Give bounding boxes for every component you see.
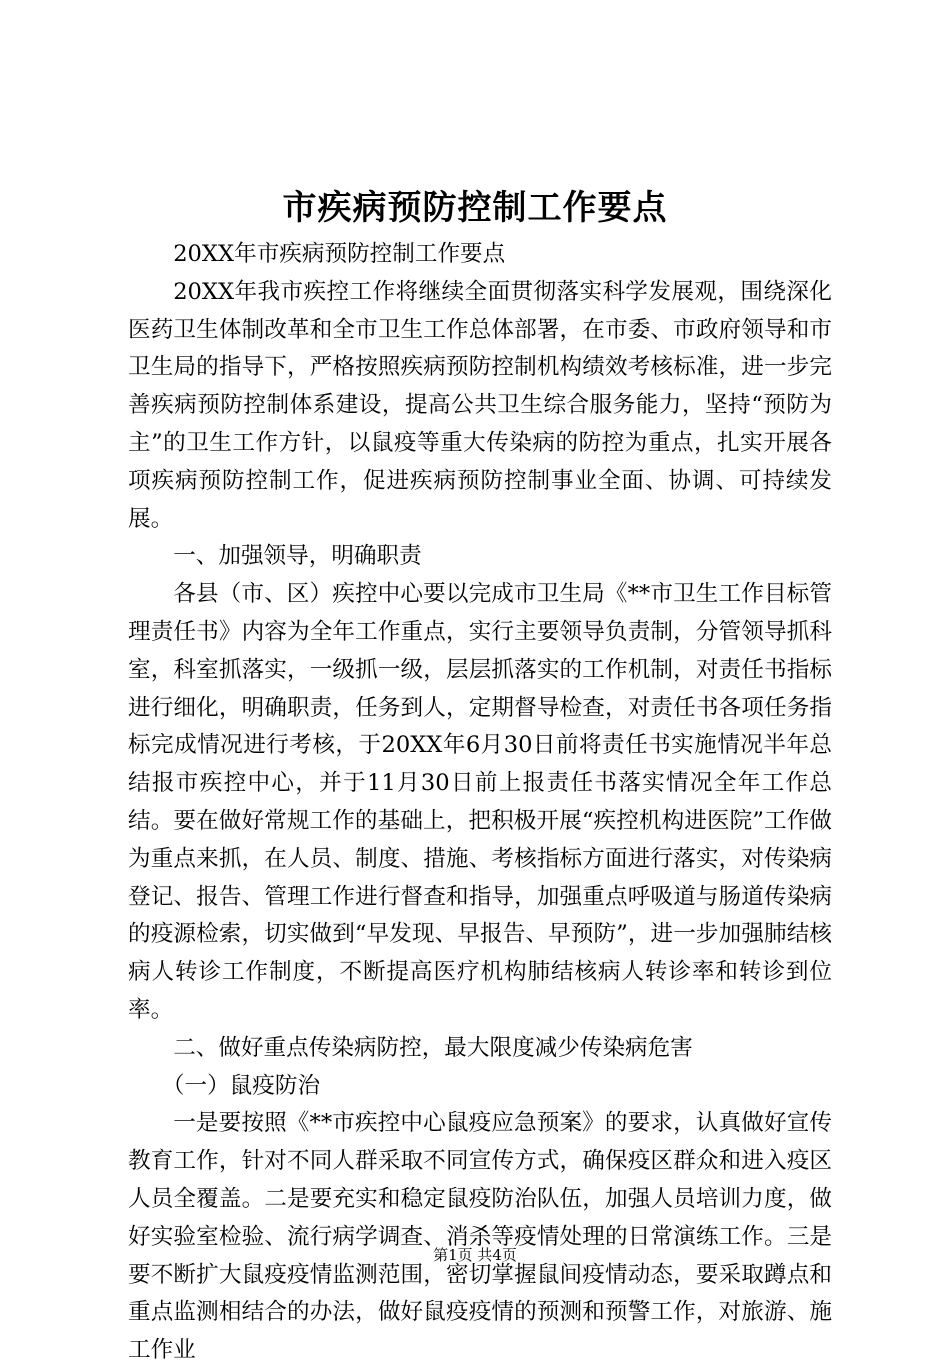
page-footer: 第1页 共4页 bbox=[433, 1246, 517, 1264]
document-title: 市疾病预防控制工作要点 bbox=[282, 188, 668, 228]
paragraph-plague: 一是要按照《**市疾控中心鼠疫应急预案》的要求，认真做好宣传教育工作，针对不同人群采取不同宣传方式，确保疫区群众和进入疫区人员全覆盖。二是要充实和稳定鼠疫防治队伍，加强人员培训力度，做好实验室检验、流行病学调查、消杀等疫情处理的日常演练工作。三是要不断扩大鼠疫疫情监测范围，密切掌握鼠间疫情动态，要采取蹲点和重点监测相结合的办法，做好鼠疫疫情的预测和预警工作，对旅游、施工作业 bbox=[128, 1110, 832, 1364]
paragraph-subtitle: 20XX年市疾病预防控制工作要点 bbox=[173, 241, 506, 267]
subsection-heading-1: （一）鼠疫防治 bbox=[161, 1072, 321, 1099]
document-body bbox=[128, 236, 832, 1370]
section-heading-2: 二、做好重点传染病防控，最大限度减少传染病危害 bbox=[173, 1034, 693, 1061]
paragraph-section-1: 各县（市、区）疾控中心要以完成市卫生局《**市卫生工作目标管理责任书》内容为全年工作重点，实行主要领导负责制，分管领导抓科室，科室抓落实，一级抓一级，层层抓落实的工作机制，对责任书指标进行细化，明确职责，任务到人，定期督导检查，对责任书各项任务指标完成情况进行考核，于20XX年6月30日前将责任书实施情况半年总结报市疾控中心，并于11月30日前上报责任书落实情况全年工作总结。要在做好常规工作的基础上，把积极开展“疾控机构进医院”工作做为重点来抓，在人员、制度、措施、考核指标方面进行落实，对传染病登记、报告、管理工作进行督查和指导，加强重点呼吸道与肠道传染病的疫源检索，切实做到“早发现、早报告、早预防”，进一步加强肺结核病人转诊工作制度，不断提高医疗机构肺结核病人转诊率和转诊到位率。 bbox=[128, 581, 832, 1023]
section-heading-1: 一、加强领导，明确职责 bbox=[173, 543, 422, 570]
paragraph-intro: 20XX年我市疾控工作将继续全面贯彻落实科学发展观，围绕深化医药卫生体制改革和全市卫生工作总体部署，在市委、市政府领导和市卫生局的指导下，严格按照疾病预防控制机构绩效考核标准，进一步完善疾病预防控制体系建设，提高公共卫生综合服务能力，坚持“预防为主”的卫生工作方针，以鼠疫等重大传染病的防控为重点，扎实开展各项疾病预防控制工作，促进疾病预防控制事业全面、协调、可持续发展。 bbox=[128, 278, 832, 532]
